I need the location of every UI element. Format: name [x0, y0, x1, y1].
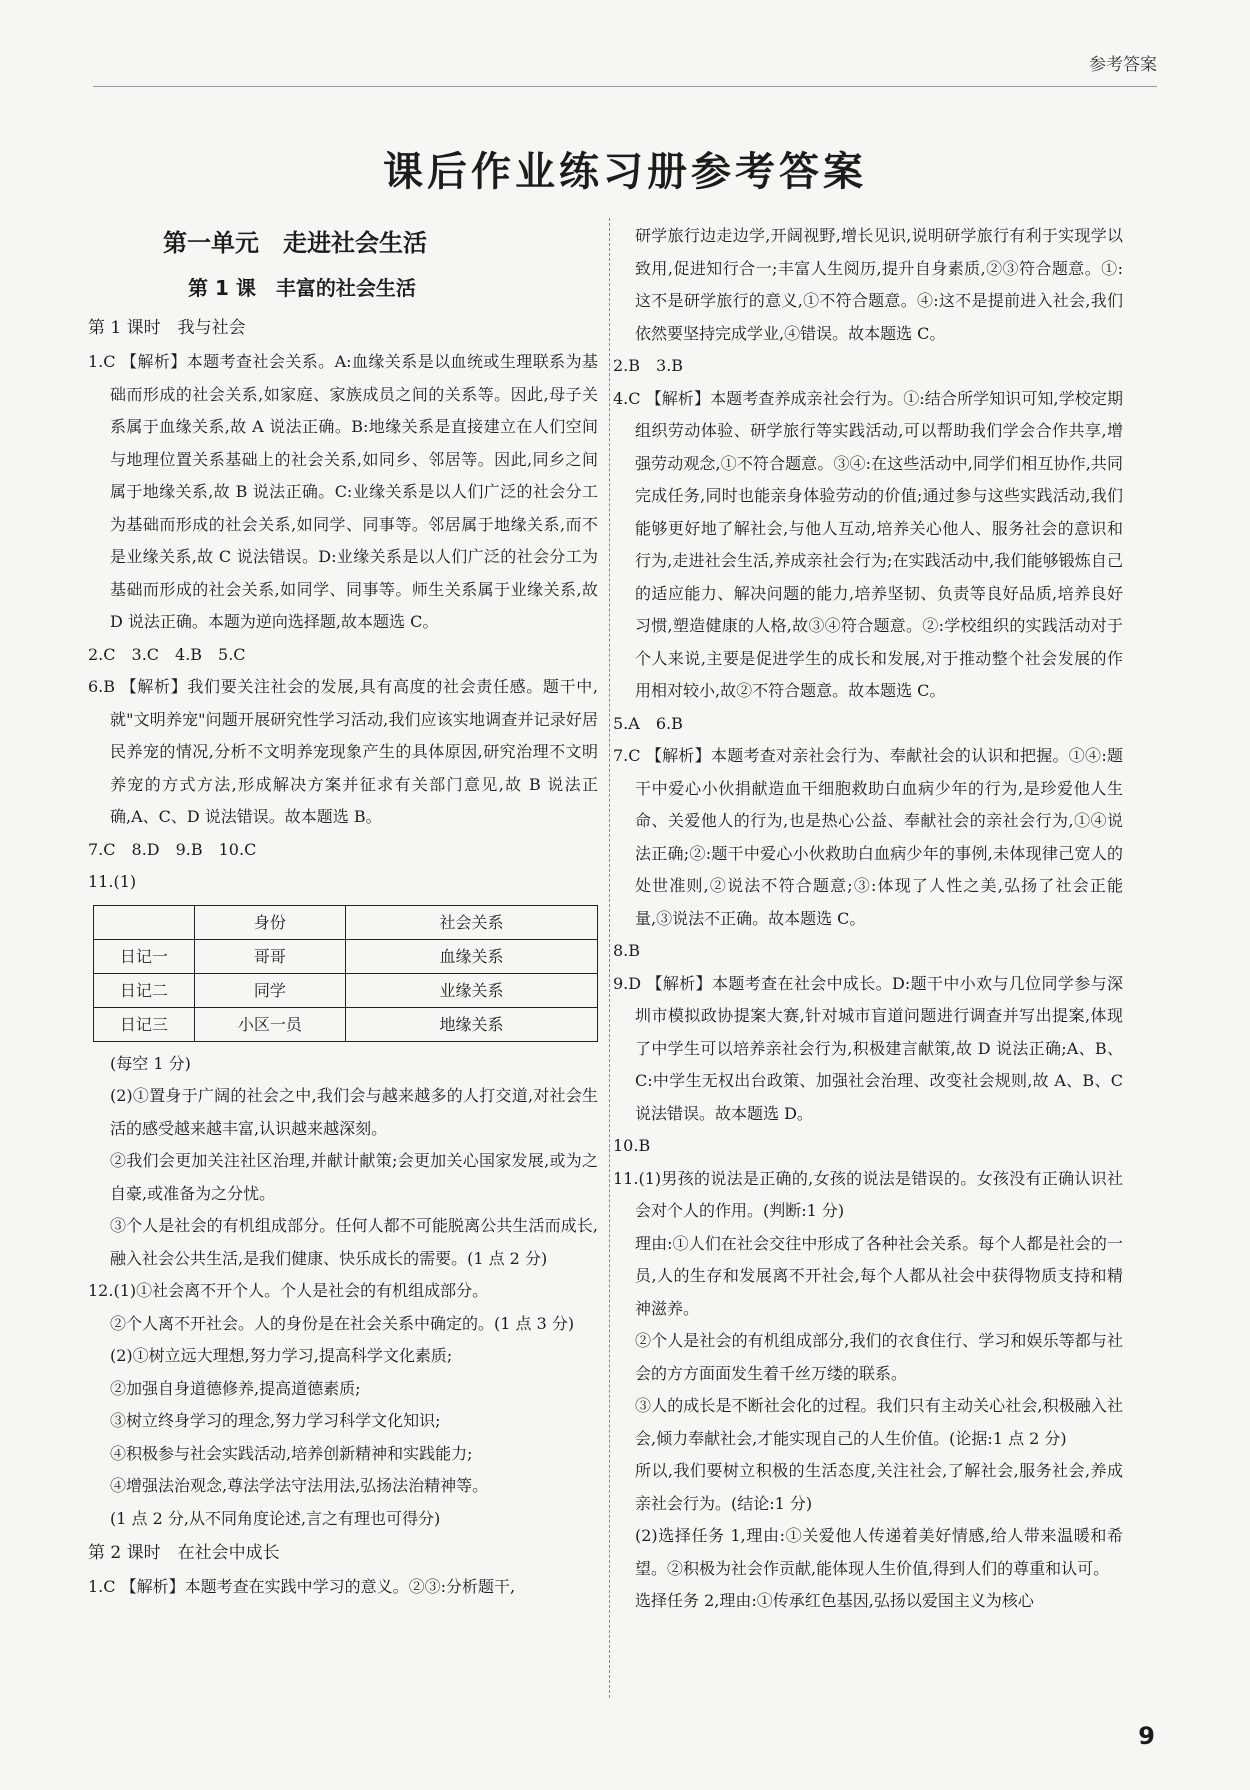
- answer-text: ②个人是社会的有机组成部分,我们的衣食住行、学习和娱乐等都与社会的方方面面发生着千丝万缕的联系。: [635, 1331, 1123, 1383]
- answer-item: 11.(1)男孩的说法是正确的,女孩的说法是错误的。女孩没有正确认识社会对个人的作用。(判断:1 分): [613, 1168, 1123, 1220]
- answer-text: ②个人离不开社会。人的身份是在社会关系中确定的。(1 点 3 分): [110, 1313, 575, 1333]
- page-title: 课后作业练习册参考答案: [383, 149, 867, 195]
- table-cell: 同学: [194, 973, 345, 1007]
- table-row: [94, 973, 598, 1007]
- table-cell: 日记三: [94, 1007, 195, 1041]
- answer-item: 7.C 8.D 9.B 10.C: [88, 839, 257, 859]
- table-cell: 业缘关系: [345, 973, 597, 1007]
- answer-item: 2.B 3.B: [613, 356, 684, 375]
- answer-text: (2)①树立远大理想,努力学习,提高科学文化素质;: [110, 1346, 453, 1365]
- answer-item: 9.D 【解析】本题考查在社会中成长。D:题干中小欢与几位同学参与深圳市模拟政协提案大赛,针对城市盲道问题进行调查并写出提案,体现了中学生可以培养亲社会行为,积极建言献策,故 D 说法正确;A、B、C:中学生无权出台政策、加强社会治理、改变社会规则,故 A、B、C 说法错误。故本题选 D。: [613, 973, 1123, 1123]
- table-header-cell: 身份: [194, 905, 345, 939]
- header-rule: [93, 86, 1157, 87]
- header-label: 参考答案: [1089, 55, 1157, 75]
- lesson-title: 第 1 课 丰富的社会生活: [188, 276, 416, 300]
- answer-item: 5.A 6.B: [613, 713, 683, 733]
- answer-text: (2)选择任务 1,理由:①关爱他人传递着美好情感,给人带来温暖和希望。②积极为社会作贡献,能体现人生价值,得到人们的尊重和认可。: [635, 1526, 1123, 1578]
- answer-text: ④积极参与社会实践活动,培养创新精神和实践能力;: [110, 1443, 473, 1463]
- table-cell: 小区一员: [194, 1007, 345, 1041]
- answer-item: 11.(1): [88, 872, 137, 891]
- page-number: 9: [1138, 1722, 1155, 1750]
- table-cell: 日记二: [94, 973, 195, 1007]
- answer-text: 选择任务 2,理由:①传承红色基因,弘扬以爱国主义为核心: [635, 1591, 1034, 1610]
- answer-text: ③个人是社会的有机组成部分。任何人都不可能脱离公共生活而成长,融入社会公共生活,是我们健康、快乐成长的需要。(1 点 2 分): [110, 1216, 598, 1268]
- left-column: [88, 220, 598, 1604]
- answer-text: ②我们会更加关注社区治理,并献计献策;会更加关心国家发展,或为之自豪,或准备为之分忧。: [110, 1151, 598, 1203]
- answer-text: 理由:①人们在社会交往中形成了各种社会关系。每个人都是社会的一员,人的生存和发展离不开社会,每个人都从社会中获得物质支持和精神滋养。: [635, 1233, 1123, 1318]
- relation-table: [93, 905, 598, 1042]
- answer-text: (每空 1 分): [110, 1053, 191, 1073]
- column-divider: [609, 218, 610, 1698]
- answer-item: 7.C 【解析】本题考查对亲社会行为、奉献社会的认识和把握。①④:题干中爱心小伙捐献造血干细胞救助白血病少年的行为,是珍爱他人生命、关爱他人的行为,也是热心公益、奉献社会的亲社会行为,①④说法正确;②:题干中爱心小伙救助白血病少年的事例,未体现律己宽人的处世准则,②说法不符合题意;③:体现了人性之美,弘扬了社会正能量,③说法不正确。故本题选 C。: [613, 746, 1123, 928]
- period-title: 第 1 课时 我与社会: [88, 318, 246, 338]
- table-header-row: [94, 905, 598, 939]
- table-row: [94, 1007, 598, 1041]
- answer-item: 1.C 【解析】本题考查在实践中学习的意义。②③:分析题干,: [88, 1577, 516, 1596]
- answer-item: 6.B 【解析】我们要关注社会的发展,具有高度的社会责任感。题干中,就"文明养宠"问题开展研究性学习活动,我们应该实地调查并记录好居民养宠的情况,分析不文明养宠现象产生的具体原因,研究治理不文明养宠的方式方法,形成解决方案并征求有关部门意见,故 B 说法正确,A、C、D 说法错误。故本题选 B。: [88, 677, 598, 826]
- table-cell: 地缘关系: [345, 1007, 597, 1041]
- answer-text: 研学旅行边走边学,开阔视野,增长见识,说明研学旅行有利于实现学以致用,促进知行合一;丰富人生阅历,提升自身素质,②③符合题意。①:这不是研学旅行的意义,①不符合题意。④:这不是提前进入社会,我们依然要坚持完成学业,④错误。故本题选 C。: [635, 226, 1123, 343]
- table-header-cell: 社会关系: [345, 905, 597, 939]
- answer-text: (2)①置身于广阔的社会之中,我们会与越来越多的人打交道,对社会生活的感受越来越丰富,认识越来越深刻。: [110, 1086, 598, 1138]
- answer-text: ④增强法治观念,尊法学法守法用法,弘扬法治精神等。: [110, 1476, 489, 1495]
- answer-item: 2.C 3.C 4.B 5.C: [88, 644, 246, 664]
- answer-text: ③人的成长是不断社会化的过程。我们只有主动关心社会,积极融入社会,倾力奉献社会,才能实现自己的人生价值。(论据:1 点 2 分): [635, 1396, 1123, 1448]
- table-header-cell: [94, 905, 195, 939]
- answer-text: (1 点 2 分,从不同角度论述,言之有理也可得分): [110, 1508, 441, 1528]
- table-cell: 日记一: [94, 939, 195, 973]
- answer-text: 所以,我们要树立积极的生活态度,关注社会,了解社会,服务社会,养成亲社会行为。(结论:1 分): [635, 1461, 1123, 1513]
- right-column: [613, 220, 1123, 1618]
- answer-item: 1.C 【解析】本题考查社会关系。A:血缘关系是以血统或生理联系为基础而形成的社会关系,如家庭、家族成员之间的关系等。因此,母子关系属于血缘关系,故 A 说法正确。B:地缘关系是直接建立在人们空间与地理位置关系基础上的社会关系,如同乡、邻居等。因此,同乡之间属于地缘关系,故 B 说法正确。C:业缘关系是以人们广泛的社会分工为基础而形成的社会关系,如同学、同事等。邻居属于地缘关系,而不是业缘关系,故 C 说法错误。D:业缘关系是以人们广泛的社会分工为基础而形成的社会关系,如同学、同事等。师生关系属于业缘关系,故 D 说法正确。本题为逆向选择题,故本题选 C。: [88, 352, 598, 631]
- answer-item: 10.B: [613, 1136, 651, 1155]
- answer-item: 4.C 【解析】本题考查养成亲社会行为。①:结合所学知识可知,学校定期组织劳动体验、研学旅行等实践活动,可以帮助我们学会合作共享,增强劳动观念,①不符合题意。③④:在这些活动中,同学们相互协作,共同完成任务,同时也能亲身体验劳动的价值;通过参与这些实践活动,我们能够更好地了解社会,与他人互动,培养关心他人、服务社会的意识和行为,走进社会生活,养成亲社会行为;在实践活动中,我们能够锻炼自己的适应能力、解决问题的能力,培养坚韧、负责等良好品质,培养良好习惯,塑造健康的人格,故③④符合题意。②:学校组织的实践活动对于个人来说,主要是促进学生的成长和发展,对于推动整个社会发展的作用相对较小,故②不符合题意。故本题选 C。: [613, 388, 1123, 700]
- table-cell: 血缘关系: [345, 939, 597, 973]
- answer-text: ③树立终身学习的理念,努力学习科学文化知识;: [110, 1411, 441, 1430]
- answer-item: 12.(1)①社会离不开个人。个人是社会的有机组成部分。: [88, 1281, 489, 1300]
- table-cell: 哥哥: [194, 939, 345, 973]
- answer-text: ②加强自身道德修养,提高道德素质;: [110, 1378, 361, 1398]
- table-row: [94, 939, 598, 973]
- answer-item: 8.B: [613, 941, 641, 960]
- unit-title: 第一单元 走进社会生活: [163, 229, 427, 257]
- period-title: 第 2 课时 在社会中成长: [88, 1543, 280, 1563]
